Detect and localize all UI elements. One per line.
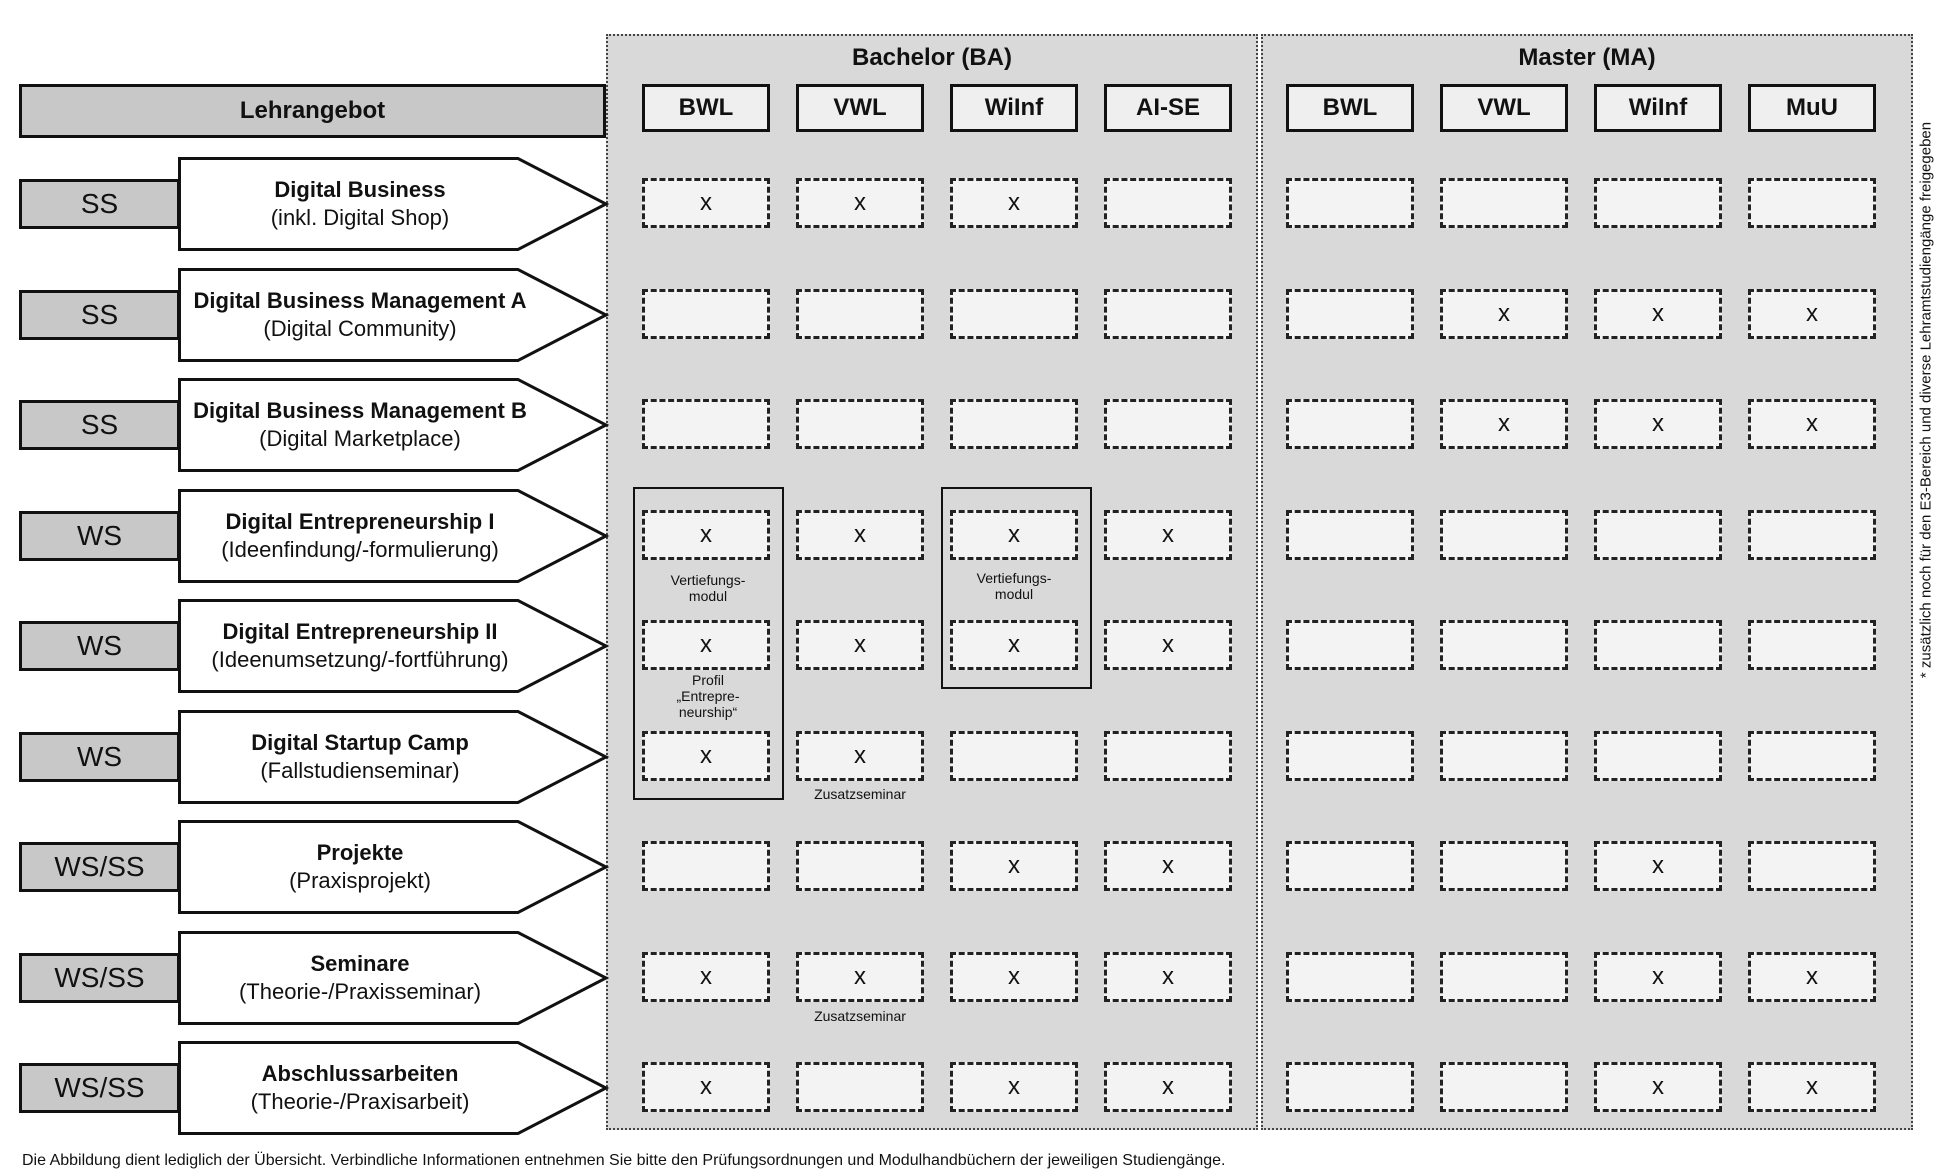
offer-cell: x (1104, 620, 1232, 670)
course-label (185, 820, 535, 914)
course-subtitle: (Ideenfindung/-formulierung) (221, 537, 499, 562)
offer-cell (950, 289, 1078, 339)
offer-cell (1440, 510, 1568, 560)
course-name: Projekte (316, 840, 404, 865)
offer-cell: x (1104, 841, 1232, 891)
offer-cell (1286, 1062, 1414, 1112)
offer-cell (796, 841, 924, 891)
offer-cell (1286, 620, 1414, 670)
profil-entrepreneurship-frame (633, 487, 784, 800)
semester-label: SS (19, 179, 180, 229)
semester-label: SS (19, 400, 180, 450)
col-ma-wiinf: WiInf (1594, 84, 1722, 132)
offer-cell: x (1594, 952, 1722, 1002)
offer-cell (1440, 952, 1568, 1002)
offer-cell: x (1104, 1062, 1232, 1112)
semester-label: WS (19, 511, 180, 561)
offer-cell: x (1104, 510, 1232, 560)
offer-cell (1594, 620, 1722, 670)
col-ma-muu: MuU (1748, 84, 1876, 132)
offer-cell (1748, 731, 1876, 781)
offer-cell (796, 1062, 924, 1112)
offer-cell (1286, 289, 1414, 339)
offer-cell (1286, 399, 1414, 449)
course-subtitle: (Theorie-/Praxisarbeit) (250, 1089, 470, 1114)
offer-cell (1594, 178, 1722, 228)
offer-cell (642, 399, 770, 449)
offer-cell: x (1104, 952, 1232, 1002)
offer-cell: x (796, 731, 924, 781)
col-ba-wiinf: WiInf (950, 84, 1078, 132)
offer-cell (1286, 731, 1414, 781)
offer-cell (1440, 178, 1568, 228)
course-name: Digital Business Management B (193, 398, 527, 423)
offer-cell: x (642, 952, 770, 1002)
offer-cell (1594, 731, 1722, 781)
offer-cell: x (950, 510, 1078, 560)
offer-cell (1286, 952, 1414, 1002)
offer-cell (642, 841, 770, 891)
course-label (185, 268, 535, 362)
course-label (185, 710, 535, 804)
offer-cell (1748, 178, 1876, 228)
offer-cell: x (950, 1062, 1078, 1112)
offer-cell (1104, 289, 1232, 339)
course-name: Abschlussarbeiten (261, 1061, 459, 1086)
course-subtitle: (Ideenumsetzung/-fortführung) (211, 647, 509, 672)
offer-cell: x (1594, 289, 1722, 339)
offer-cell (1286, 841, 1414, 891)
col-ba-bwl: BWL (642, 84, 770, 132)
course-subtitle: (Praxisprojekt) (289, 868, 431, 893)
zusatzseminar-note-seminare: Zusatzseminar (814, 1008, 906, 1024)
offer-cell: x (1748, 399, 1876, 449)
offer-cell: x (950, 841, 1078, 891)
course-label (185, 378, 535, 472)
offer-cell (796, 289, 924, 339)
semester-label: WS/SS (19, 1063, 180, 1113)
course-subtitle: (Fallstudienseminar) (260, 758, 460, 783)
course-subtitle: (Digital Marketplace) (259, 426, 461, 451)
offer-cell: x (950, 620, 1078, 670)
offer-cell (1748, 510, 1876, 560)
course-name: Seminare (310, 951, 410, 976)
offer-cell: x (796, 952, 924, 1002)
footnote: Die Abbildung dient lediglich der Übersicht. Verbindliche Informationen entnehmen Sie bitte den Prüfungsordnungen und Modulhandbüchern der jeweiligen Studiengänge. (22, 1152, 1226, 1169)
offer-cell: x (1594, 841, 1722, 891)
offer-cell (1104, 178, 1232, 228)
offer-cell: x (642, 510, 770, 560)
semester-label: WS/SS (19, 842, 180, 892)
course-label (185, 599, 535, 693)
offer-cell (1286, 510, 1414, 560)
offer-cell (642, 289, 770, 339)
semester-label: WS/SS (19, 953, 180, 1003)
offer-cell: x (642, 178, 770, 228)
course-label (185, 931, 535, 1025)
semester-label: WS (19, 621, 180, 671)
course-label (185, 489, 535, 583)
offer-cell (1286, 178, 1414, 228)
profil-entrepreneurship-note: Profil „Entrepre- neurship“ (676, 672, 740, 720)
offer-cell (1104, 731, 1232, 781)
master-title: Master (MA) (1518, 44, 1656, 71)
offer-cell: x (950, 952, 1078, 1002)
offer-cell (1440, 841, 1568, 891)
offer-cell: x (1594, 399, 1722, 449)
offer-cell (1440, 731, 1568, 781)
course-name: Digital Entrepreneurship I (225, 509, 495, 534)
semester-label: SS (19, 290, 180, 340)
course-subtitle: (inkl. Digital Shop) (270, 205, 450, 230)
offer-cell: x (796, 510, 924, 560)
offer-cell: x (1748, 1062, 1876, 1112)
offer-cell: x (796, 620, 924, 670)
offer-cell (1748, 841, 1876, 891)
course-subtitle: (Theorie-/Praxisseminar) (238, 979, 482, 1004)
offer-cell: x (950, 178, 1078, 228)
course-name: Digital Business Management A (193, 288, 527, 313)
offer-cell: x (642, 620, 770, 670)
vertiefungsmodul-note-wiinf: Vertiefungs- modul (976, 570, 1052, 602)
offer-cell: x (642, 1062, 770, 1112)
lehrangebot-header: Lehrangebot (19, 84, 606, 138)
offer-cell (1594, 510, 1722, 560)
course-label (185, 157, 535, 251)
offer-cell (1440, 1062, 1568, 1112)
col-ma-vwl: VWL (1440, 84, 1568, 132)
offer-cell (1104, 399, 1232, 449)
offer-cell (796, 399, 924, 449)
offer-cell: x (1594, 1062, 1722, 1112)
offer-cell: x (1748, 952, 1876, 1002)
offer-cell (1440, 620, 1568, 670)
offer-cell (950, 399, 1078, 449)
vertiefungsmodul-note-bwl: Vertiefungs- modul (670, 572, 746, 604)
offer-cell (950, 731, 1078, 781)
semester-label: WS (19, 732, 180, 782)
offer-cell (1748, 620, 1876, 670)
offer-cell: x (642, 731, 770, 781)
col-ba-vwl: VWL (796, 84, 924, 132)
offer-cell: x (796, 178, 924, 228)
bachelor-title: Bachelor (BA) (851, 44, 1013, 71)
side-note: * zusätzlich noch für den E3-Bereich und diverse Lehramtstudiengänge freigegeben (1917, 121, 1935, 679)
course-label (185, 1041, 535, 1135)
col-ba-aise: AI-SE (1104, 84, 1232, 132)
col-ma-bwl: BWL (1286, 84, 1414, 132)
course-subtitle: (Digital Community) (263, 316, 457, 341)
course-name: Digital Startup Camp (251, 730, 469, 755)
offer-cell: x (1748, 289, 1876, 339)
course-name: Digital Business (274, 177, 446, 202)
offer-cell: x (1440, 289, 1568, 339)
offer-cell: x (1440, 399, 1568, 449)
zusatzseminar-note-startup: Zusatzseminar (814, 786, 906, 802)
course-name: Digital Entrepreneurship II (222, 619, 498, 644)
